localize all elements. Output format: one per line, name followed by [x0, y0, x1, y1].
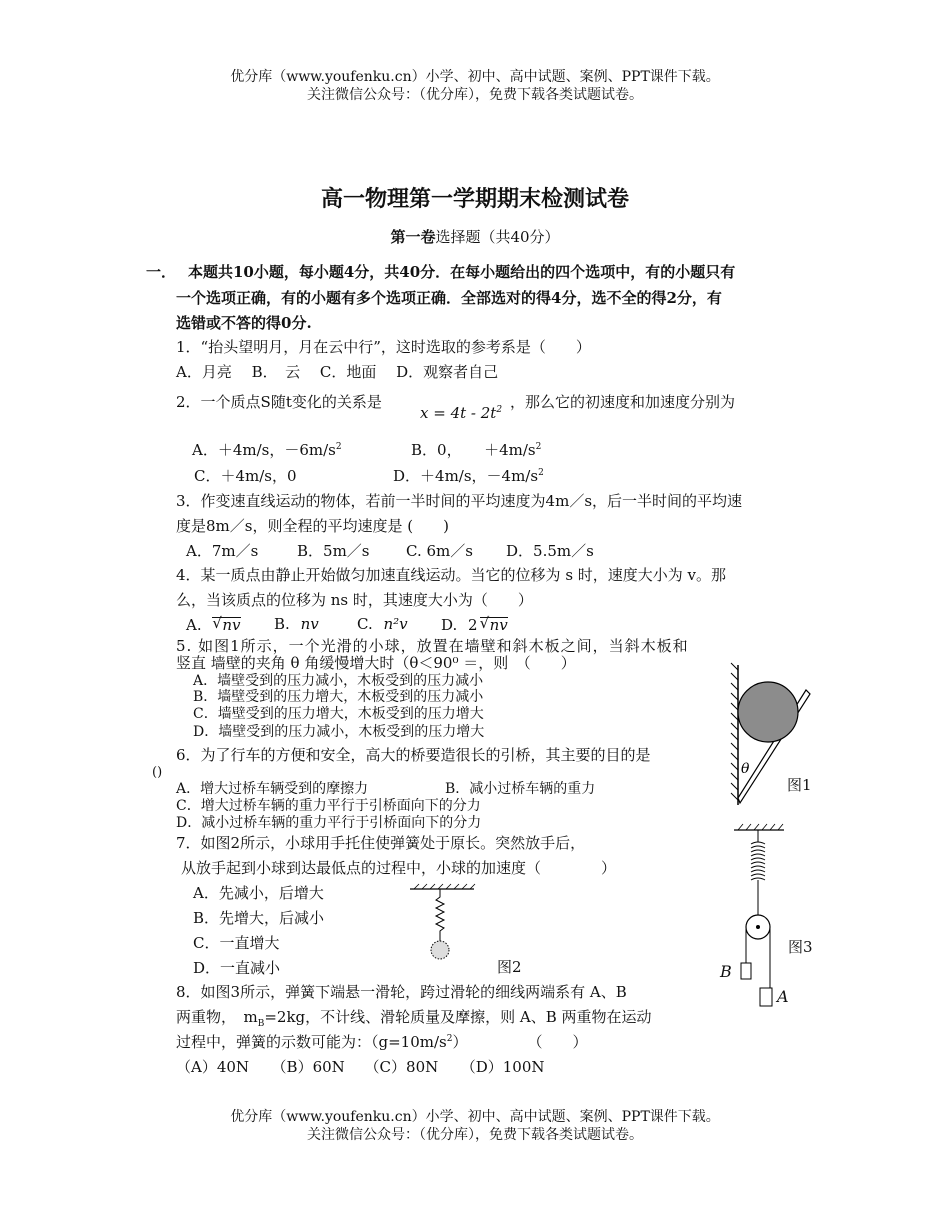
- section-instruction-2: 一个选项正确，有的小题有多个选项正确．全部选对的得4分，选不全的得2分，有: [176, 289, 722, 307]
- figure-1-ball: [738, 682, 798, 742]
- q8-line-2-sub: B: [257, 1019, 265, 1029]
- q8-line-2-b: =2kg，不计线、滑轮质量及摩擦，则 A、B 两重物在运动: [264, 1008, 652, 1026]
- footer-line-2: 关注微信公众号：（优分库），免费下载各类试题试卷。: [307, 1127, 643, 1143]
- q7-option-a: A．先减小，后增大: [193, 884, 324, 902]
- q7-option-b: B．先增大，后减小: [193, 909, 325, 927]
- figure-3-block-a: [760, 988, 772, 1006]
- q6-option-d: D．减小过桥车辆的重力平行于引桥面向下的分力: [176, 815, 482, 831]
- figure-3-label-a: A: [777, 987, 789, 1006]
- q5-line-2: 竖直 墙壁的夹角 θ 角缓慢增大时（θ＜90⁰ ＝，则 （ ）: [176, 654, 576, 672]
- q8-line-2: [176, 1010, 652, 1029]
- q4-option-a-radicand: nv: [222, 616, 241, 634]
- header-line-2: 关注微信公众号：（优分库），免费下载各类试题试卷。: [307, 87, 643, 103]
- q5-option-a: A．墙壁受到的压力减小，木板受到的压力减小: [193, 673, 484, 689]
- q4-option-d-label: D.: [441, 616, 458, 634]
- q8-line-2-a: 两重物， m: [176, 1008, 258, 1026]
- q4-option-b: [274, 617, 319, 632]
- q6-option-a: A．增大过桥车辆受到的摩擦力: [176, 781, 369, 797]
- q6-paren: (): [152, 765, 163, 780]
- q3-line-2: 度是8m／s，则全程的平均速度是 ( ): [176, 517, 449, 535]
- q2-option-d-text: D．＋4m/s，－4m/s: [393, 467, 539, 485]
- q2-option-b-exp: 2: [535, 442, 542, 452]
- q1-stem: 1．“抬头望明月，月在云中行”，这时选取的参考系是（ ）: [176, 338, 591, 356]
- q2-option-d: [393, 469, 544, 484]
- figure-1-theta: θ: [741, 761, 750, 777]
- header-line-1: 优分库（www.youfenku.cn）小学、初中、高中试题、案例、PPT课件下载。: [230, 69, 720, 85]
- figure-3-label-b: B: [720, 962, 732, 981]
- q7-line-1: 7．如图2所示，小球用手托住使弹簧处于原长。突然放手后，: [176, 834, 586, 852]
- q5-option-b: B．墙壁受到的压力增大，木板受到的压力减小: [193, 689, 484, 705]
- q4-option-c-label: C.: [357, 615, 373, 633]
- figure-2-ball: [431, 941, 449, 959]
- q1-options: A．月亮 B． 云 C．地面 D．观察者自己: [176, 363, 499, 381]
- figure-1-wall-hatch: [731, 663, 738, 800]
- q2-formula: [420, 406, 502, 421]
- q6-line-1: 6．为了行车的方便和安全，高大的桥要造很长的引桥，其主要的目的是: [176, 746, 651, 764]
- figure-2-label: 图2: [497, 958, 522, 976]
- q3-option-b: B．5m／s: [297, 542, 370, 560]
- q3-option-c: C. 6m／s: [406, 542, 473, 560]
- q2-formula-exp: 2: [496, 405, 503, 415]
- q2-option-a-exp: 2: [335, 442, 342, 452]
- q8-options: （A）40N （B）60N （C）80N （D）100N: [176, 1058, 545, 1076]
- q6-option-c: C．增大过桥车辆的重力平行于引桥面向下的分力: [176, 798, 481, 814]
- q2-option-b: [411, 443, 541, 458]
- figure-3: [718, 820, 808, 1020]
- page-title: 高一物理第一学期期末检测试卷: [320, 187, 629, 212]
- section-instruction-3: 选错或不答的得0分.: [176, 314, 312, 332]
- q3-option-d: D．5.5m／s: [506, 542, 594, 560]
- q7-option-d: D．一直减小: [193, 959, 281, 977]
- q8-line-3-a: 过程中，弹簧的示数可能为：（g=10m/s: [176, 1033, 447, 1051]
- q8-line-1: 8．如图3所示，弹簧下端悬一滑轮，跨过滑轮的细线两端系有 A、B: [176, 983, 627, 1001]
- q4-option-b-label: B.: [274, 615, 290, 633]
- q7-line-2: 从放手起到小球到达最低点的过程中，小球的加速度（ ）: [181, 859, 617, 877]
- q4-option-c-math: n²v: [383, 615, 408, 633]
- q2-option-d-exp: 2: [538, 468, 544, 478]
- q8-line-3-b: ） （ ）: [452, 1033, 588, 1051]
- q2-formula-text: x = 4t - 2t: [420, 404, 497, 422]
- q5-option-d: D．墙壁受到的压力减小，木板受到的压力增大: [193, 724, 485, 740]
- q4-option-d-coef: 2: [468, 616, 478, 634]
- figure-3-ceiling-hatch: [738, 824, 783, 830]
- subtitle-rest: 选择题（共40分）: [435, 228, 560, 246]
- subtitle: [0, 230, 950, 245]
- figure-2-spring: [436, 889, 444, 941]
- q4-option-a: [186, 614, 241, 634]
- q4-option-a-math: [212, 614, 241, 634]
- q8-line-3: [176, 1035, 587, 1050]
- q4-option-b-math: nv: [300, 615, 319, 633]
- figure-3-spring: [751, 842, 765, 880]
- figure-2: [408, 883, 478, 963]
- sqrt-icon: √: [212, 614, 222, 632]
- figure-1-label: 图1: [787, 776, 812, 794]
- q5-line-1: 5. 如图1所示，一个光滑的小球，放置在墙壁和斜木板之间，当斜木板和: [176, 637, 689, 655]
- q4-line-2: 么，当该质点的位移为 ns 时，其速度大小为（ ）: [176, 591, 533, 609]
- section-instruction-1: 本题共10小题，每小题4分，共40分．在每小题给出的四个选项中，有的小题只有: [188, 263, 736, 281]
- q4-line-1: 4．某一质点由静止开始做匀加速直线运动。当它的位移为 s 时，速度大小为 v。那: [176, 566, 727, 584]
- figure-3-label: 图3: [788, 938, 813, 956]
- q4-option-d-math: [479, 614, 508, 634]
- q4-option-d-radicand: nv: [489, 616, 508, 634]
- sqrt-icon: √: [479, 614, 490, 632]
- q4-option-a-label: A.: [186, 616, 202, 634]
- q7-option-c: C．一直增大: [193, 934, 280, 952]
- q2-option-a-text: A．＋4m/s，－6m/s: [192, 441, 336, 459]
- q2-stem-b: ，那么它的初速度和加速度分别为: [510, 393, 736, 411]
- q2-stem-a: 2．一个质点S随t变化的关系是: [176, 393, 382, 411]
- q2-option-b-text: B．0， ＋4m/s: [411, 441, 536, 459]
- q2-option-a: [192, 443, 342, 458]
- q4-option-d: [441, 614, 508, 634]
- q2-option-c: C．＋4m/s，0: [194, 467, 297, 485]
- figure-2-ceiling-hatch: [414, 884, 475, 889]
- q4-option-c: [357, 617, 408, 632]
- q5-option-c: C．墙壁受到的压力增大，木板受到的压力增大: [193, 706, 484, 722]
- q8-line-3-exp: 2: [446, 1034, 453, 1044]
- q6-option-b: B．减小过桥车辆的重力: [445, 781, 596, 797]
- subtitle-bold: 第一卷: [390, 228, 436, 246]
- q3-option-a: A．7m／s: [186, 542, 259, 560]
- footer-line-1: 优分库（www.youfenku.cn）小学、初中、高中试题、案例、PPT课件下载。: [230, 1109, 720, 1125]
- q3-line-1: 3．作变速直线运动的物体，若前一半时间的平均速度为4m／s，后一半时间的平均速: [176, 492, 743, 510]
- figure-3-block-b: [741, 963, 751, 979]
- section-number: 一．: [146, 263, 177, 281]
